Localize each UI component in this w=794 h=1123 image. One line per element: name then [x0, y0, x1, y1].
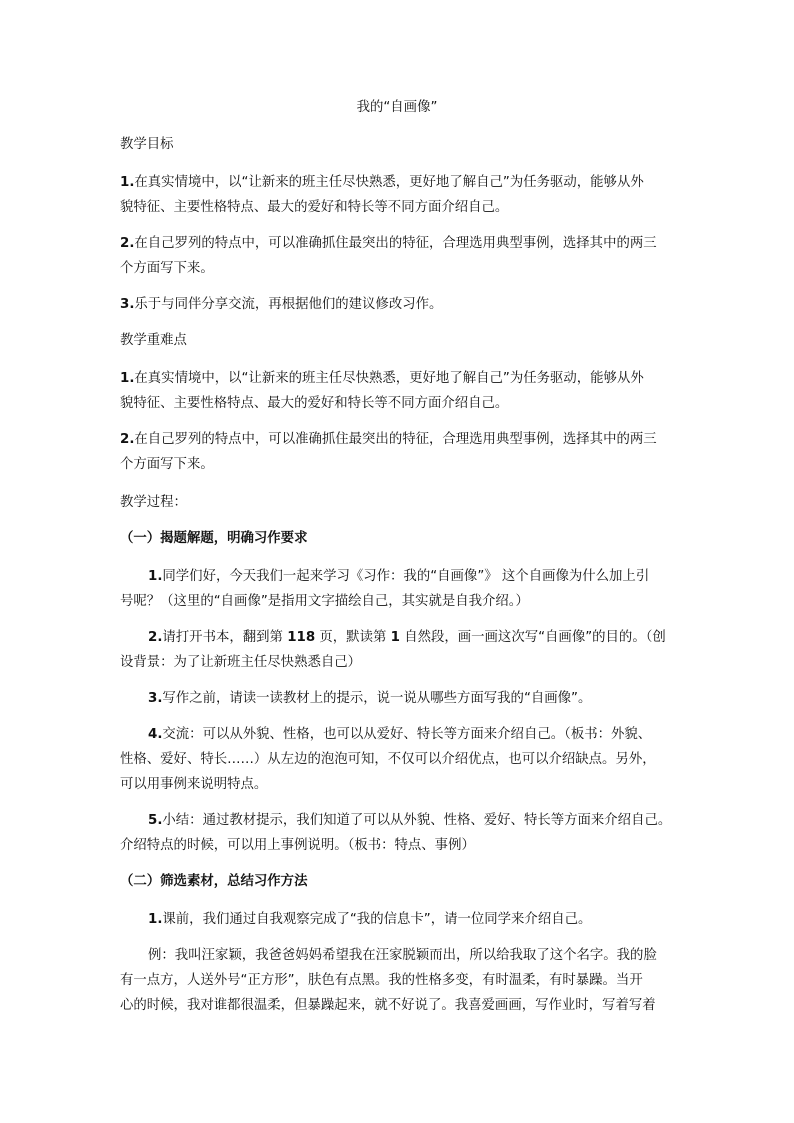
step-5-line-1	[0, 811, 794, 831]
step-4-text: 交流：可以从外貌、性格，也可以从爱好、特长等方面来介绍自己。（板书：外貌、	[162, 727, 652, 742]
key-2-text: 在自己罗列的特点中，可以准确抓住最突出的特征，合理选用典型事例，选择其中的两三	[134, 432, 657, 447]
key-2-number: 2.	[120, 432, 135, 447]
step-3-line-1	[0, 689, 794, 709]
section-heading-keypoints: 教学重难点	[120, 333, 187, 348]
step-5-number: 5.	[148, 813, 163, 828]
step-2-text-e: 自然段，画一画这次写“自画像”的目的。（创	[399, 630, 666, 645]
key-2-line-1	[0, 430, 794, 450]
example-line-1: 例：我叫汪家颖，我爸爸妈妈希望我在汪家脱颖而出，所以给我取了这个名字。我的脸	[148, 948, 657, 963]
step-2-page-number: 118	[287, 630, 316, 645]
key-1-number: 1.	[120, 371, 135, 386]
step-6-line-1	[0, 910, 794, 930]
goal-2-line-1	[0, 234, 794, 254]
step-1-line-2: 号呢？（这里的“自画像”是指用文字描绘自己，其实就是自我介绍。）	[120, 594, 529, 609]
key-1-line-1	[0, 369, 794, 389]
section-heading-goals: 教学目标	[120, 137, 174, 152]
goal-3-text: 乐于与同伴分享交流，再根据他们的建议修改习作。	[134, 297, 443, 312]
step-6-text: 课前，我们通过自我观察完成了“我的信息卡”，请一位同学来介绍自己。	[162, 912, 592, 927]
step-4-number: 4.	[148, 727, 163, 742]
step-1-line-1	[0, 567, 794, 587]
goal-1-line-2: 貌特征、主要性格特点、最大的爱好和特长等不同方面介绍自己。	[120, 200, 509, 215]
goal-1-text: 在真实情境中，以“让新来的班主任尽快熟悉，更好地了解自己”为任务驱动，能够从外	[134, 175, 644, 190]
page-title: 我的“自画像”	[356, 100, 438, 115]
step-4-line-1	[0, 725, 794, 745]
example-line-2: 有一点方，人送外号“正方形”，肤色有点黑。我的性格多变，有时温柔，有时暴躁。当开	[120, 973, 643, 988]
step-4-line-3: 可以用事例来说明特点。	[120, 777, 268, 792]
goal-1-line-1	[0, 173, 794, 193]
goal-2-number: 2.	[120, 236, 135, 251]
example-line-3: 心的时候，我对谁都很温柔，但暴躁起来，就不好说了。我喜爱画画，写作业时，写着写着	[120, 998, 656, 1013]
step-2-text-a: 请打开书本，翻到第	[162, 630, 288, 645]
goal-2-line-2: 个方面写下来。	[120, 261, 214, 276]
step-6-number: 1.	[148, 912, 163, 927]
step-2-line-2: 设背景：为了让新班主任尽快熟悉自己）	[120, 655, 362, 670]
part-2-heading: （二）筛选素材，总结习作方法	[120, 874, 308, 889]
step-1-text: 同学们好，今天我们一起来学习《习作：我的“自画像”》 这个自画像为什么加上引	[162, 569, 650, 584]
goal-1-number: 1.	[120, 175, 135, 190]
section-heading-process: 教学过程：	[120, 495, 187, 510]
step-2-line-1	[0, 628, 794, 648]
goal-3-number: 3.	[120, 297, 135, 312]
key-2-line-2: 个方面写下来。	[120, 457, 214, 472]
step-2-number: 2.	[148, 630, 163, 645]
step-5-line-2: 介绍特点的时候，可以用上事例说明。（板书：特点、事例）	[120, 838, 475, 853]
goal-3-line-1	[0, 295, 794, 315]
step-3-number: 3.	[148, 691, 163, 706]
step-2-text-c: 页，默读第	[315, 630, 391, 645]
step-1-number: 1.	[148, 569, 163, 584]
goal-2-text: 在自己罗列的特点中，可以准确抓住最突出的特征，合理选用典型事例，选择其中的两三	[134, 236, 657, 251]
step-3-text: 写作之前，请读一读教材上的提示，说一说从哪些方面写我的“自画像”。	[162, 691, 592, 706]
key-1-line-2: 貌特征、主要性格特点、最大的爱好和特长等不同方面介绍自己。	[120, 396, 509, 411]
key-1-text: 在真实情境中，以“让新来的班主任尽快熟悉，更好地了解自己”为任务驱动，能够从外	[134, 371, 644, 386]
step-2-paragraph-number: 1	[390, 630, 400, 645]
step-4-line-2: 性格、爱好、特长……）从左边的泡泡可知，不仅可以介绍优点，也可以介绍缺点。另外，	[120, 752, 656, 767]
part-1-heading: （一）揭题解题，明确习作要求	[120, 531, 308, 546]
step-5-text: 小结：通过教材提示，我们知道了可以从外貌、性格、爱好、特长等方面来介绍自己。	[162, 813, 672, 828]
